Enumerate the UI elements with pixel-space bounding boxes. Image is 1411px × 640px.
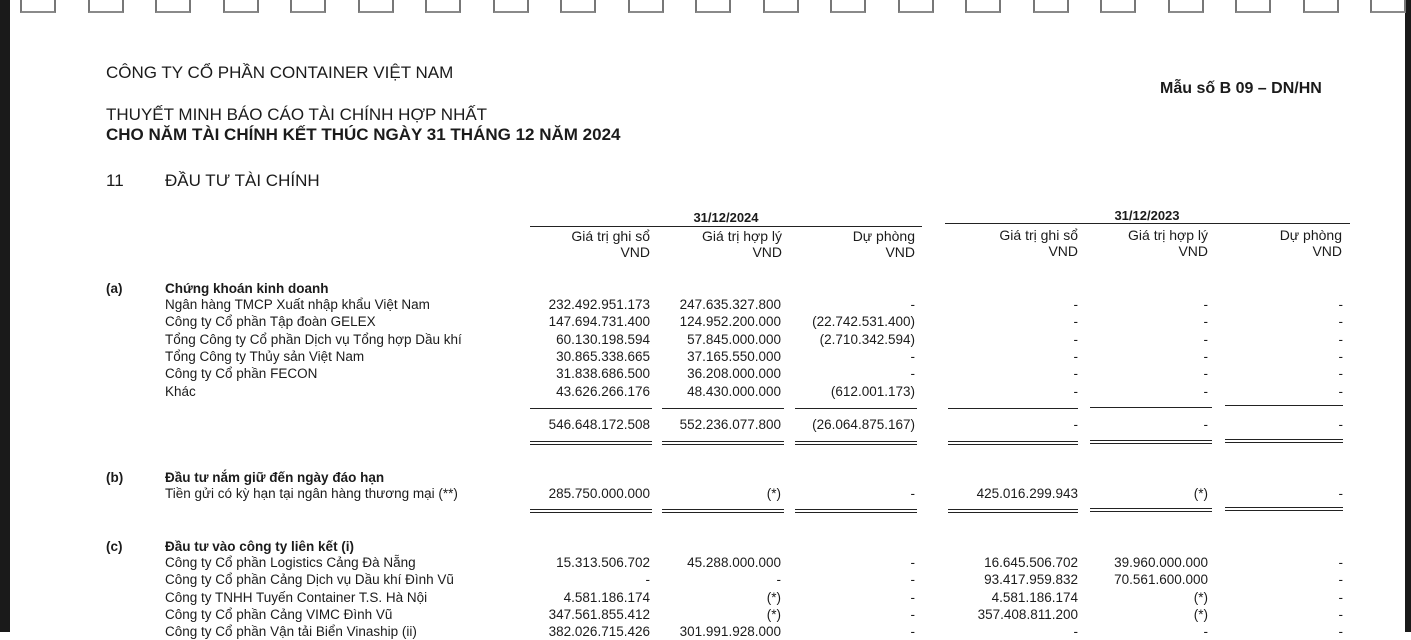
row-value: - [910, 572, 915, 588]
row-value: (612.001.173) [830, 383, 915, 399]
table-row [0, 624, 1411, 640]
total-double-rule [530, 509, 652, 513]
total-double-rule [662, 509, 784, 513]
row-value: - [645, 572, 650, 588]
row-value: - [910, 624, 915, 640]
row-value: - [1338, 572, 1343, 588]
row-value: - [1073, 297, 1078, 312]
period-2023-rule [945, 223, 1350, 224]
total-double-rule [530, 441, 652, 445]
row-value: - [1203, 383, 1208, 399]
table-row [0, 349, 1411, 365]
row-value: - [1203, 624, 1208, 640]
form-code: Mẫu số B 09 – DN/HN [1160, 80, 1322, 97]
row-value: - [1073, 366, 1078, 382]
row-value: - [1338, 486, 1343, 501]
row-value: 285.750.000.000 [548, 486, 650, 501]
subtotal-rule [1225, 405, 1343, 406]
row-value: - [910, 555, 915, 570]
total-double-rule [795, 441, 917, 445]
row-value: 60.130.198.594 [556, 331, 650, 347]
row-value: (*) [1193, 589, 1208, 605]
row-label: Công ty Cổ phần Cảng Dịch vụ Dầu khí Đình Vũ [165, 572, 454, 588]
row-value: - [1338, 331, 1343, 347]
total-double-rule [795, 509, 917, 513]
period-2023: 31/12/2023 [1114, 208, 1180, 223]
row-value: 15.313.506.702 [556, 555, 650, 570]
row-value: - [1073, 331, 1078, 347]
total-double-rule [1090, 508, 1212, 512]
row-value: 301.991.928.000 [679, 624, 781, 640]
part-c-heading: (c) Đầu tư vào công ty liên kết (i) [106, 539, 355, 554]
subtotal-rule [1090, 407, 1212, 408]
total-double-rule [1225, 439, 1343, 443]
row-value: 45.288.000.000 [687, 555, 781, 570]
row-value: (*) [1193, 606, 1208, 622]
part-a-total: 546.648.172.508 552.236.077.800 (26.064.875.167) - - - [548, 417, 1343, 432]
row-value: 357.408.811.200 [977, 606, 1078, 622]
row-value: 4.581.186.174 [991, 589, 1078, 605]
section-number: 11 [106, 171, 124, 190]
row-value: (22.742.531.400) [812, 314, 915, 330]
row-value: - [1338, 348, 1343, 364]
row-value: 39.960.000.000 [1114, 555, 1208, 570]
row-value: 36.208.000.000 [687, 366, 781, 382]
col-fair-value-2024: Giá trị hợp lý VND [702, 228, 782, 260]
row-value: 4.581.186.174 [563, 589, 650, 605]
row-value: 43.626.266.176 [556, 383, 650, 399]
row-value: 31.838.686.500 [556, 366, 650, 382]
row-value: (*) [766, 589, 781, 605]
row-value: 57.845.000.000 [687, 331, 781, 347]
row-value: 382.026.715.426 [548, 624, 650, 640]
row-value: - [1338, 297, 1343, 312]
row-value: - [1338, 606, 1343, 622]
part-b-heading: (b) Đầu tư nắm giữ đến ngày đáo hạn [106, 470, 385, 485]
row-value: 347.561.855.412 [548, 606, 650, 622]
row-value: 425.016.299.943 [976, 486, 1078, 501]
row-label: Tổng Công ty Cổ phần Dịch vụ Tổng hợp Dầu khí [165, 331, 462, 347]
row-label: Công ty TNHH Tuyến Container T.S. Hà Nội [165, 589, 428, 605]
subtotal-rule [948, 408, 1078, 409]
company-name: CÔNG TY CỔ PHẦN CONTAINER VIỆT NAM [106, 63, 454, 82]
row-value: 247.635.327.800 [679, 297, 781, 312]
table-row [0, 572, 1411, 588]
col-fair-value-2023: Giá trị hợp lý VND [1128, 227, 1208, 259]
table-row [0, 332, 1411, 348]
row-value: - [1073, 348, 1078, 364]
row-value: 37.165.550.000 [687, 348, 781, 364]
row-label: Công ty Cổ phần FECON [165, 366, 318, 382]
row-value: (*) [1193, 486, 1208, 501]
row-label: Tiền gửi có kỳ hạn tại ngân hàng thương mại (**) [165, 486, 458, 501]
col-book-value-2024: Giá trị ghi sổ VND [571, 228, 650, 260]
col-provision-2024: Dự phòng VND [852, 228, 915, 260]
row-value: 30.865.338.665 [556, 348, 650, 364]
row-value: - [1338, 366, 1343, 382]
row-value: - [910, 589, 915, 605]
row-value: - [1338, 383, 1343, 399]
report-subtitle: CHO NĂM TÀI CHÍNH KẾT THÚC NGÀY 31 THÁNG 12 NĂM 2024 [106, 125, 621, 144]
row-value: - [776, 572, 781, 588]
row-value: - [1203, 331, 1208, 347]
row-value: - [1073, 624, 1078, 640]
row-label: Tổng Công ty Thủy sản Việt Nam [165, 348, 365, 364]
period-2024-rule [530, 226, 922, 227]
row-value: - [1338, 624, 1343, 640]
total-double-rule [662, 441, 784, 445]
row-value: - [1338, 589, 1343, 605]
table-row [0, 555, 1411, 571]
col-provision-2023: Dự phòng VND [1279, 227, 1342, 259]
table-row [0, 314, 1411, 330]
row-value: - [910, 486, 915, 501]
row-value: - [1338, 314, 1343, 330]
row-value: 147.694.731.400 [548, 314, 650, 330]
section-title: ĐẦU TƯ TÀI CHÍNH [165, 171, 320, 190]
row-value: - [910, 606, 915, 622]
col-book-value-2023: Giá trị ghi sổ VND [999, 227, 1078, 259]
table-row [0, 366, 1411, 382]
row-value: (*) [766, 486, 781, 501]
table-row [0, 607, 1411, 623]
row-value: - [1073, 314, 1078, 330]
total-double-rule [948, 509, 1078, 513]
row-label: Công ty Cổ phần Logistics Cảng Đà Nẵng [165, 555, 416, 570]
row-label: Ngân hàng TMCP Xuất nhập khẩu Việt Nam [165, 297, 430, 312]
row-value: 16.645.506.702 [984, 555, 1078, 570]
table-row [0, 297, 1411, 313]
part-a-heading: (a) Chứng khoán kinh doanh [106, 281, 329, 296]
row-value: (*) [766, 606, 781, 622]
row-value: - [910, 348, 915, 364]
row-label: Công ty Cổ phần Cảng VIMC Đình Vũ [165, 606, 393, 622]
row-value: - [910, 297, 915, 312]
total-double-rule [1225, 507, 1343, 511]
row-value: 93.417.959.832 [984, 572, 1078, 588]
row-value: - [1203, 348, 1208, 364]
row-value: - [1203, 297, 1208, 312]
row-value: 48.430.000.000 [687, 383, 781, 399]
subtotal-rule [795, 408, 917, 409]
total-double-rule [948, 441, 1078, 445]
row-value: (2.710.342.594) [819, 331, 915, 347]
row-value: - [1203, 314, 1208, 330]
row-label: Khác [165, 383, 196, 399]
report-title: THUYẾT MINH BÁO CÁO TÀI CHÍNH HỢP NHẤT [106, 105, 488, 124]
table-row [0, 384, 1411, 400]
row-value: - [910, 366, 915, 382]
table-row [0, 590, 1411, 606]
total-double-rule [1090, 440, 1212, 444]
row-value: - [1338, 555, 1343, 570]
subtotal-rule [662, 408, 784, 409]
row-label: Công ty Cổ phần Tập đoàn GELEX [165, 314, 376, 330]
subtotal-rule [530, 408, 652, 409]
row-value: - [1203, 366, 1208, 382]
row-value: 70.561.600.000 [1114, 572, 1208, 588]
period-2024: 31/12/2024 [693, 210, 759, 225]
row-value: 232.492.951.173 [548, 297, 650, 312]
table-row [0, 486, 1411, 502]
row-value: - [1073, 383, 1078, 399]
row-value: 124.952.200.000 [679, 314, 781, 330]
row-label: Công ty Cổ phần Vận tải Biển Vinaship (ii) [165, 624, 417, 640]
